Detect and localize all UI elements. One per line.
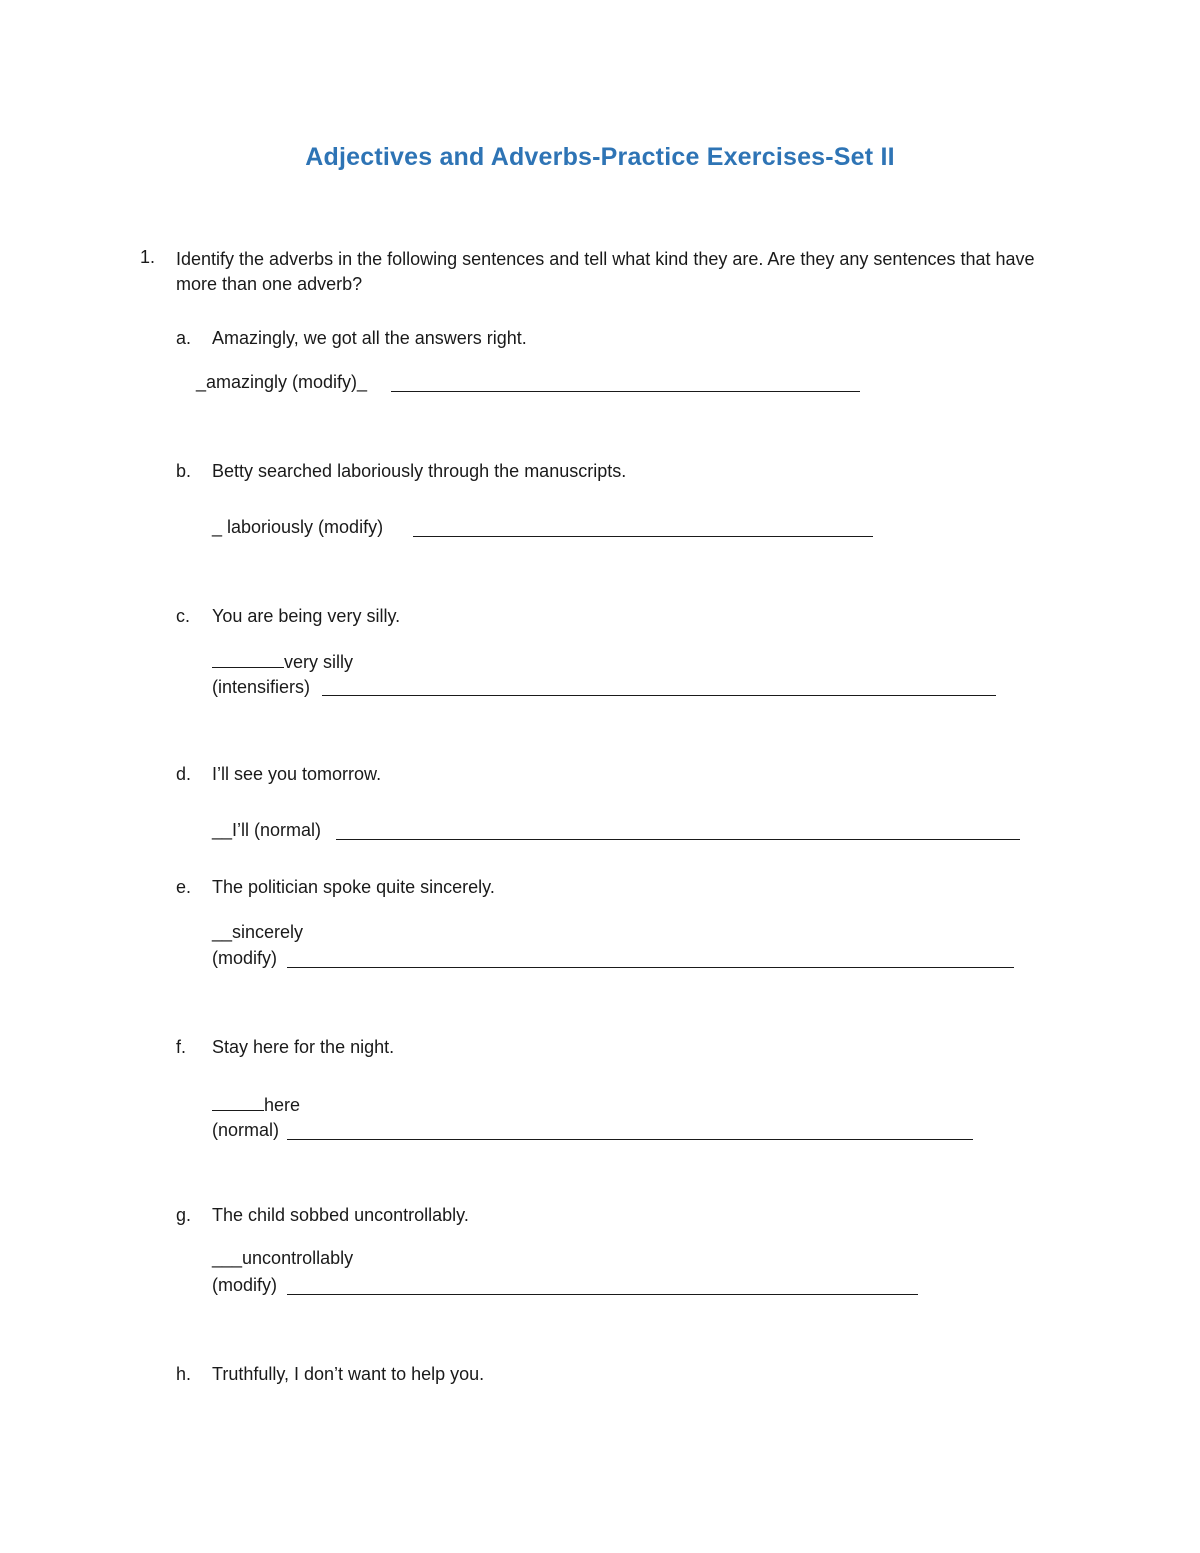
item-letter: d. [176, 764, 192, 784]
answer-line [287, 967, 1014, 968]
item-letter: e. [176, 877, 192, 897]
answer-word [212, 650, 353, 673]
answer-word: __sincerely [212, 922, 304, 942]
item-letter: f. [176, 1037, 187, 1057]
answer-word [212, 1093, 300, 1116]
item-sentence: Amazingly, we got all the answers right. [212, 328, 527, 348]
answer-word: ___uncontrollably [212, 1248, 354, 1268]
answer-text: _ laboriously (modify) [212, 517, 384, 537]
answer-kind: (modify) [212, 948, 278, 968]
answer-blank [212, 1093, 264, 1111]
answer-text: __I’ll (normal) [212, 820, 322, 840]
item-sentence: Stay here for the night. [212, 1037, 395, 1057]
answer-kind: (normal) [212, 1120, 280, 1140]
item-letter: b. [176, 461, 192, 481]
answer-line [287, 1294, 918, 1295]
answer-line [413, 536, 873, 537]
answer-kind: (intensifiers) [212, 677, 311, 697]
answer-word-text: very silly [284, 652, 354, 672]
answer-word-text: here [264, 1095, 301, 1115]
item-letter: g. [176, 1205, 192, 1225]
answer-line [287, 1139, 973, 1140]
answer-text: _amazingly (modify)_ [196, 372, 368, 392]
item-sentence: The child sobbed uncontrollably. [212, 1205, 469, 1225]
item-sentence: Truthfully, I don’t want to help you. [212, 1364, 485, 1384]
answer-kind: (modify) [212, 1275, 278, 1295]
item-sentence: Betty searched laboriously through the manuscripts. [212, 461, 627, 481]
answer-blank [212, 650, 284, 668]
item-sentence: You are being very silly. [212, 606, 401, 626]
item-letter: h. [176, 1364, 192, 1384]
item-letter: c. [176, 606, 191, 626]
question-number: 1. [140, 247, 156, 267]
item-sentence: The politician spoke quite sincerely. [212, 877, 495, 897]
answer-line [322, 695, 996, 696]
question-text: Identify the adverbs in the following sentences and tell what kind they are. Are they any sentences that have more than one adverb? [176, 249, 1035, 294]
item-sentence: I’ll see you tomorrow. [212, 764, 382, 784]
page-title: Adjectives and Adverbs-Practice Exercises-Set II [305, 143, 895, 171]
item-letter: a. [176, 328, 192, 348]
answer-line [391, 391, 860, 392]
answer-line [336, 839, 1020, 840]
